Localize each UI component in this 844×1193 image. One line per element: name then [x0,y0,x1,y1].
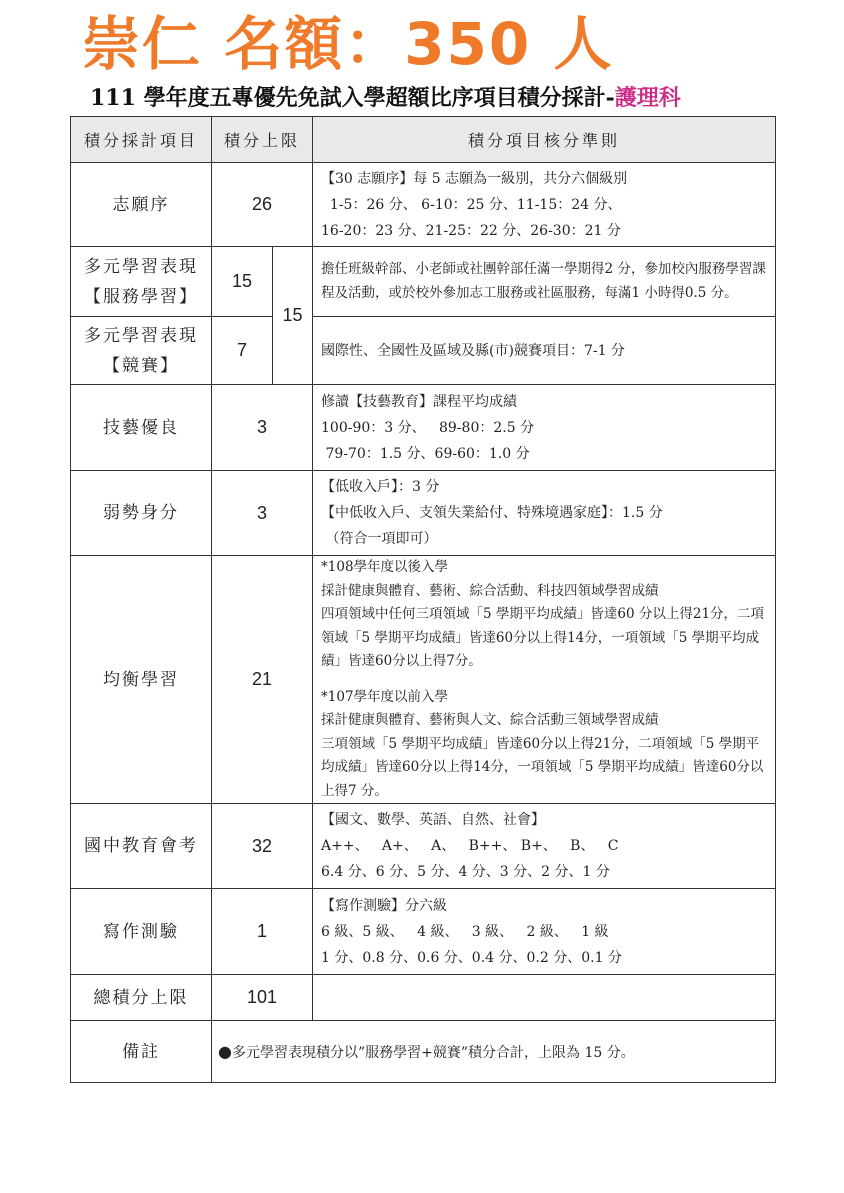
row-item-line: 【服務學習】 [84,286,198,307]
rule-line: 【低收入戶】：3 分 [321,479,440,495]
row-rule [313,556,776,804]
column-header-rule: 積分項目核分準則 [313,117,776,163]
row-item-line: 多元學習表現 [84,325,198,346]
row-limit: 26 [212,163,313,247]
row-item: 備註 [71,1021,212,1083]
row-rule [313,247,776,317]
rule-line: *107學年度以前入學 [321,688,449,705]
remark-text: 多元學習表現積分以”服務學習+競賽”積分合計，上限為 15 分。 [231,1044,635,1061]
row-limit: 32 [212,804,313,889]
rule-text: 四項領域中任何三項領域「5 學期平均成績」皆達60 分以上得21分，二項領域「5 學期平均成績」皆達60分以上得14分，一項領域「5 學期平均成績」皆達60分以上得7分。 [321,606,765,669]
row-item: 總積分上限 [71,975,212,1021]
rule-line: 100-90：3 分、 89-80：2.5 分 [321,419,535,436]
row-rule [313,385,776,471]
column-header-limit: 積分上限 [212,117,313,163]
table-row-contest [71,317,776,385]
row-item: 弱勢身分 [71,471,212,556]
table-row-balanced [71,556,776,804]
table-row-total [71,975,776,1021]
table-header-row [71,117,776,163]
rule-spacer [321,674,771,686]
rule-line: 採計健康與體育、藝術、綜合活動、科技四領域學習成績 [321,582,659,599]
headline: 崇仁 名額：350 人 [82,10,614,78]
row-item-line: 【競賽】 [103,355,179,376]
row-limit: 3 [212,385,313,471]
row-item [71,317,212,385]
rule-line: 【國文、數學、英語、自然、社會】 [321,812,546,828]
column-header-item: 積分採計項目 [71,117,212,163]
table-row-disadvantaged [71,471,776,556]
row-limit: 15 [212,247,273,317]
row-rule [313,889,776,975]
row-item: 寫作測驗 [71,889,212,975]
remark-text-cell [212,1021,776,1083]
rule-line: A++、 A+、 A、 B++、 B+、 B、 C [321,838,619,854]
table-row-exam [71,804,776,889]
rule-line: 【中低收入戶、支領失業給付、特殊境遇家庭】：1.5 分 [321,505,663,521]
row-item-line: 多元學習表現 [84,256,198,277]
table-row-skill [71,385,776,471]
row-rule [313,317,776,385]
row-rule [313,471,776,556]
row-item: 國中教育會考 [71,804,212,889]
rule-line: 79-70：1.5 分、69-60：1.0 分 [321,445,530,462]
subtitle [90,84,681,112]
row-item [71,247,212,317]
row-limit: 3 [212,471,313,556]
row-limit: 21 [212,556,313,804]
rule-line: 6 級、5 級、 4 級、 3 級、 2 級、 1 級 [321,923,609,940]
row-limit: 1 [212,889,313,975]
table-row-writing [71,889,776,975]
table-row-remark [71,1021,776,1083]
table-row-zhiyuan [71,163,776,247]
row-item: 志願序 [71,163,212,247]
rule-line: 16-20：23 分、21-25：22 分、26-30：21 分 [321,222,621,239]
row-limit: 101 [212,975,313,1021]
bullet-icon: ● [218,1041,232,1061]
rule-line: 6.4 分、6 分、5 分、4 分、3 分、2 分、1 分 [321,864,610,880]
row-item: 技藝優良 [71,385,212,471]
rule-line: 採計健康與體育、藝術與人文、綜合活動三領域學習成績 [321,712,659,728]
row-item: 均衡學習 [71,556,212,804]
rule-line: （符合一項即可） [321,531,438,547]
row-limit: 7 [212,317,273,385]
row-rule-empty [313,975,776,1021]
scoring-table [70,116,776,1083]
rule-text: 三項領域「5 學期平均成績」皆達60分以上得21分，二項領域「5 學期平均成績」皆達60分以上得14分，一項領域「5 學期平均成績」皆達60分以上得7 分。 [321,735,764,799]
combined-limit: 15 [273,247,313,385]
subtitle-department: 護理科 [614,85,681,111]
table-row-service [71,247,776,317]
rule-line: 1-5：26 分、 6-10：25 分、11-15：24 分、 [321,196,622,213]
rule-line: *108學年度以後入學 [321,559,449,575]
rule-line: 【30 志願序】每 5 志願為一級別，共分六個級別 [321,170,628,187]
row-rule [313,804,776,889]
rule-line: 【寫作測驗】分六級 [321,897,448,914]
rule-line: 1 分、0.8 分、0.6 分、0.4 分、0.2 分、0.1 分 [321,949,622,966]
rule-line: 修讀【技藝教育】課程平均成績 [321,393,518,410]
rule-text: 國際性、全國性及區域及縣(市)競賽項目：7-1 分 [321,342,625,359]
subtitle-main: 111 學年度五專優先免試入學超額比序項目積分採計- [90,85,615,111]
row-rule [313,163,776,247]
rule-text: 擔任班級幹部、小老師或社團幹部任滿一學期得2 分，參加校內服務學習課程及活動，或於校外參加志工服務或社區服務，每滿1 小時得0.5 分。 [321,261,766,301]
